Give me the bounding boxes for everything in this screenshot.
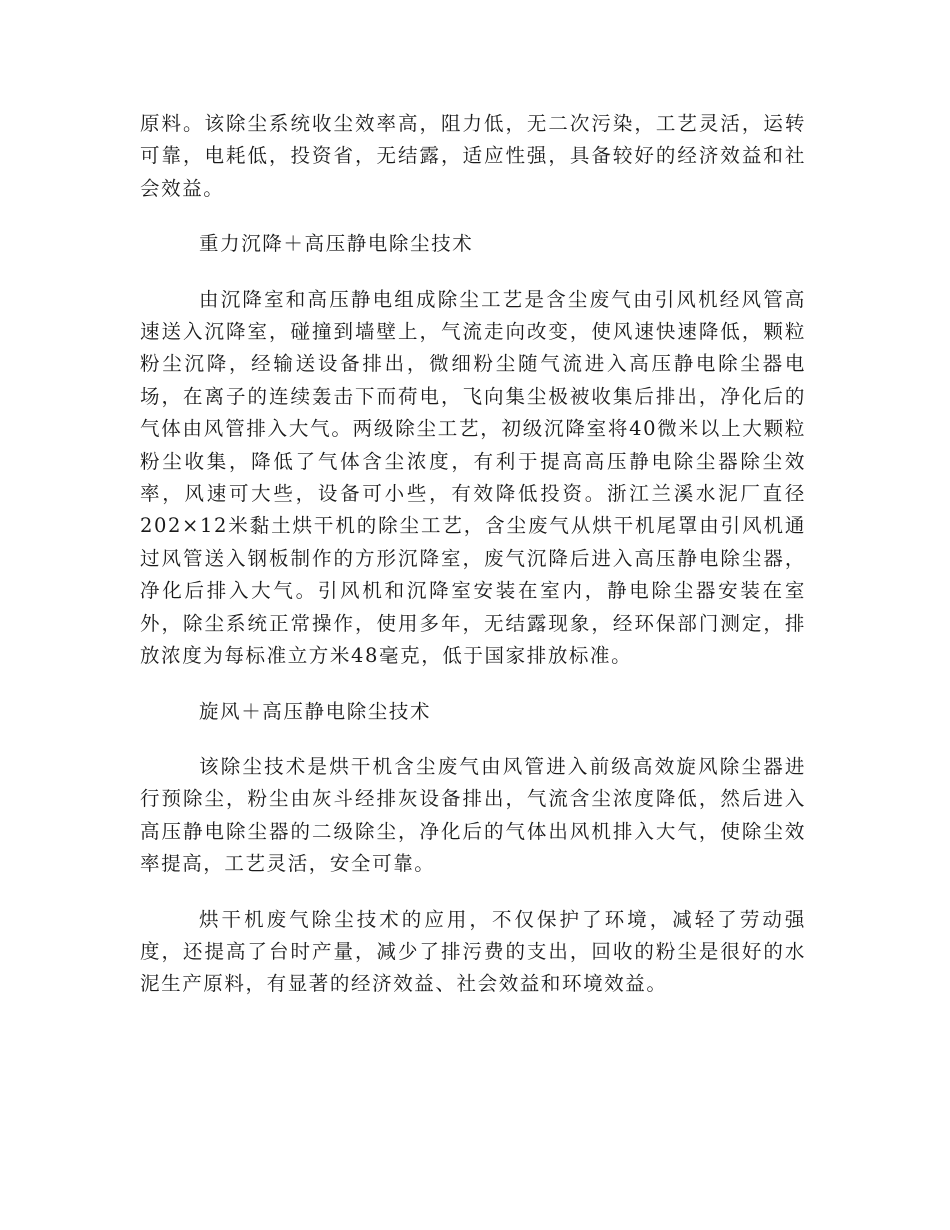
section-heading-cyclone: 旋风＋高压静电除尘技术: [199, 699, 432, 723]
paragraph-gravity-settling: 由沉降室和高压静电组成除尘工艺是含尘废气由引风机经风管高速送入沉降室，碰撞到墙壁上，气流走向改变，使风速快速降低，颗粒粉尘沉降，经输送设备排出，微细粉尘随气流进入高压静电除尘器电场，在离子的连续轰击下而荷电，飞向集尘极被收集后排出，净化后的气体由风管排入大气。两级除尘工艺，初级沉降室将40微米以上大颗粒粉尘收集，降低了气体含尘浓度，有利于提高高压静电除尘器除尘效率，风速可大些，设备可小些，有效降低投资。浙江兰溪水泥厂直径202×12米黏土烘干机的除尘工艺，含尘废气从烘干机尾罩由引风机通过风管送入钢板制作的方形沉降室，废气沉降后进入高压静电除尘器，净化后排入大气。引风机和沉降室安装在室内，静电除尘器安装在室外，除尘系统正常操作，使用多年，无结露现象，经环保部门测定，排放浓度为每标准立方米48毫克，低于国家排放标准。: [140, 287, 806, 668]
section-heading-gravity-settling: 重力沉降＋高压静电除尘技术: [199, 232, 474, 256]
document-body: [140, 108, 806, 1024]
paragraph-conclusion: 烘干机废气除尘技术的应用，不仅保护了环境，减轻了劳动强度，还提高了台时产量，减少了排污费的支出，回收的粉尘是很好的水泥生产原料，有显著的经济效益、社会效益和环境效益。: [140, 907, 806, 996]
paragraph-cyclone: 该除尘技术是烘干机含尘废气由风管进入前级高效旋风除尘器进行预除尘，粉尘由灰斗经排灰设备排出，气流含尘浓度降低，然后进入高压静电除尘器的二级除尘，净化后的气体出风机排入大气，使除尘效率提高，工艺灵活，安全可靠。: [140, 754, 806, 876]
paragraph-continued: 原料。该除尘系统收尘效率高，阻力低，无二次污染，工艺灵活，运转可靠，电耗低，投资省，无结露，适应性强，具备较好的经济效益和社会效益。: [140, 112, 806, 200]
